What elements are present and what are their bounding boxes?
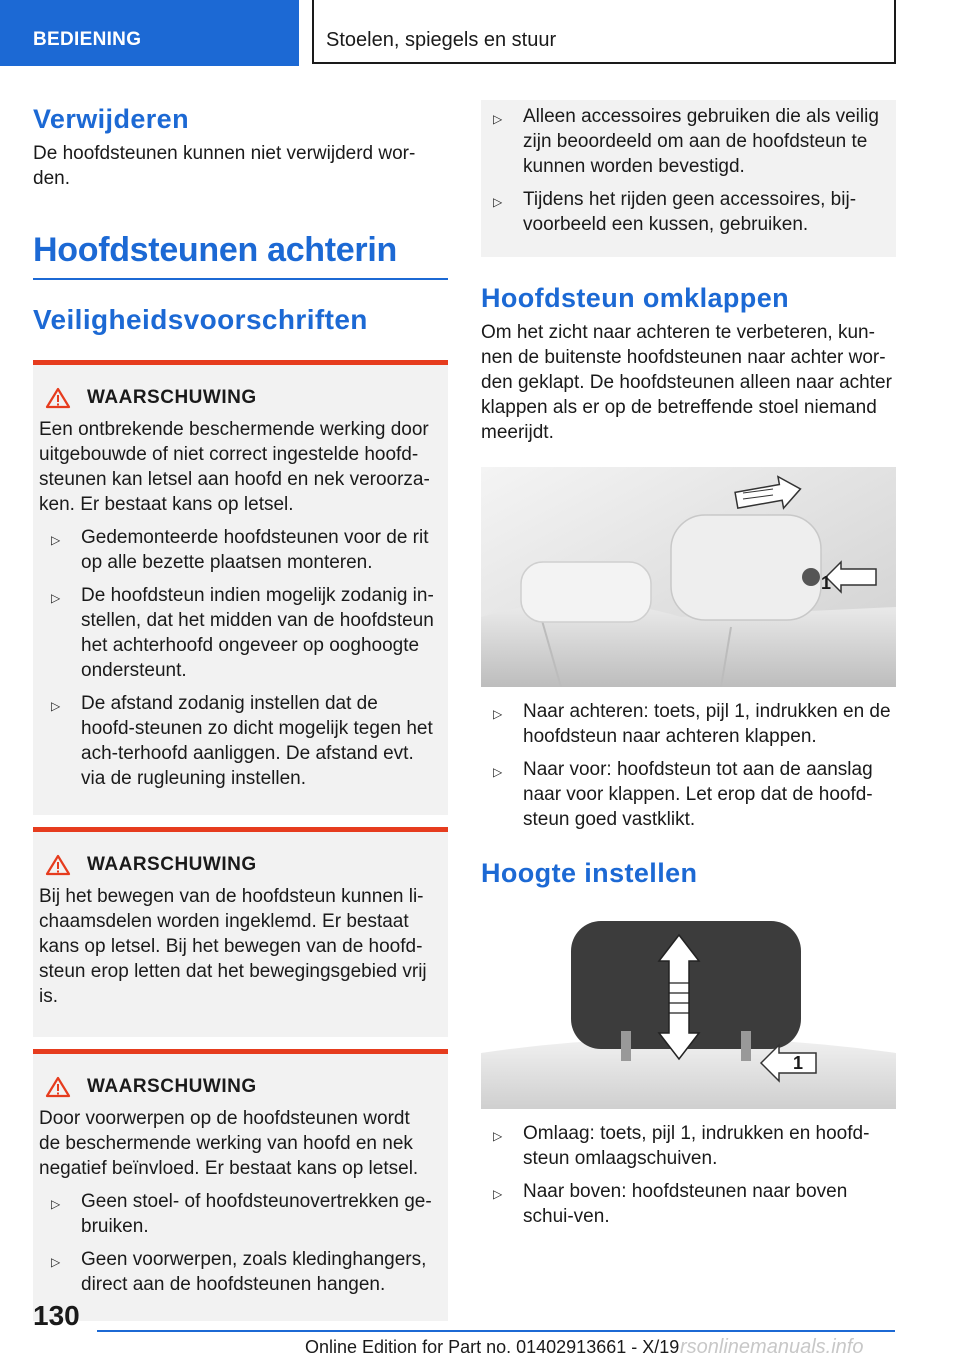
page-number: 130 <box>33 1300 80 1331</box>
fold-list <box>481 699 896 832</box>
list-item <box>39 583 434 683</box>
figure-headrest-fold <box>481 467 896 687</box>
list-item <box>39 525 434 575</box>
list-item <box>39 1189 434 1239</box>
heading-hoofdsteunen-achterin: Hoofdsteunen achterin <box>33 231 448 280</box>
triangle-right-outline-icon: ▷ <box>493 1129 503 1143</box>
warning-text-2: Bij het bewegen van de hoofdsteun kunnen li-chaamsdelen worden ingeklemd. Er bestaat kans op letsel. Bij het bewegen van de hoofd-steun erop letten dat het bewegingsgebied vrij is. <box>39 886 427 1007</box>
list-item-text: Naar voor: hoofdsteun tot aan de aanslag naar voor klappen. Let erop dat de hoofd-steun goed vastklikt. <box>523 759 873 830</box>
section-tab: BEDIENING <box>0 0 299 66</box>
page-header <box>0 0 960 66</box>
warning-list-1 <box>39 525 434 791</box>
list-item <box>481 104 896 179</box>
warning-text-1: Een ontbrekende beschermende werking door uitgebouwde of niet correct ingestelde hoofd-steunen kan letsel aan hoofd en nek veroorza-ken. Er bestaat kans op letsel. <box>39 419 430 515</box>
triangle-right-outline-icon: ▷ <box>51 1255 61 1269</box>
list-item <box>481 187 896 237</box>
triangle-right-outline-icon: ▷ <box>493 195 503 209</box>
warning-title-1 <box>39 387 434 409</box>
warning-box-2 <box>33 827 448 1037</box>
warning-triangle-icon <box>45 1076 71 1098</box>
triangle-right-outline-icon: ▷ <box>493 112 503 126</box>
list-item-text: Naar boven: hoofdsteunen naar boven schui-ven. <box>523 1181 848 1227</box>
list-item <box>481 699 896 749</box>
list-item-text: De hoofdsteun indien mogelijk zodanig in-stellen, dat het midden van de hoofdsteun het achterhoofd ongeveer op ooghoogte ondersteunt. <box>81 585 434 681</box>
warning-title-text: WAARSCHUWING <box>87 854 257 875</box>
list-item-text: De afstand zodanig instellen dat de hoofd-steunen zo dicht mogelijk tegen het ach-terhoofd aanliggen. De afstand evt. via de rugleuning instellen. <box>81 693 433 789</box>
chapter-title: Stoelen, spiegels en stuur <box>326 29 557 51</box>
watermark: rsonlinemanuals.info <box>680 1336 864 1358</box>
warning-title-text: WAARSCHUWING <box>87 387 257 408</box>
triangle-right-outline-icon: ▷ <box>51 591 61 605</box>
warning-title-text: WAARSCHUWING <box>87 1076 257 1097</box>
heading-hoofdsteun-omklappen: Hoofdsteun omklappen <box>481 283 790 313</box>
note-list <box>481 104 896 237</box>
warning-text-3: Door voorwerpen op de hoofdsteunen wordt de beschermende werking van hoofd en nek negatief beïnvloed. Er bestaat kans op letsel. <box>39 1108 419 1179</box>
heading-hoogte-instellen: Hoogte instellen <box>481 858 698 888</box>
list-item-text: Alleen accessoires gebruiken die als veilig zijn beoordeeld om aan de hoofdsteun te kunnen worden bevestigd. <box>523 106 879 177</box>
heading-veiligheidsvoorschriften: Veiligheidsvoorschriften <box>33 304 368 335</box>
list-item <box>481 757 896 832</box>
triangle-right-outline-icon: ▷ <box>51 533 61 547</box>
warning-box-1 <box>33 360 448 815</box>
warning-title-3 <box>39 1076 434 1098</box>
footer-divider <box>97 1330 895 1332</box>
warning-title-2 <box>39 854 434 876</box>
list-item-text: Gedemonteerde hoofdsteunen voor de rit op alle bezette plaatsen monteren. <box>81 527 429 573</box>
warning-triangle-icon <box>45 854 71 876</box>
warning-list-3 <box>39 1189 434 1297</box>
left-column <box>33 100 448 1321</box>
list-item <box>39 1247 434 1297</box>
figure-headrest-height <box>481 913 896 1109</box>
list-item-text: Omlaag: toets, pijl 1, indrukken en hoofd-steun omlaagschuiven. <box>523 1123 870 1169</box>
warning-triangle-icon <box>45 387 71 409</box>
list-item <box>481 1179 896 1229</box>
warning-box-3 <box>33 1049 448 1321</box>
list-item-text: Geen stoel- of hoofdsteunovertrekken ge-bruiken. <box>81 1191 432 1237</box>
heading-verwijderen: Verwijderen <box>33 104 189 134</box>
verwijderen-text: De hoofdsteunen kunnen niet verwijderd wor-den. <box>33 143 416 189</box>
triangle-right-outline-icon: ▷ <box>51 1197 61 1211</box>
triangle-right-outline-icon: ▷ <box>493 765 503 779</box>
fold-text: Om het zicht naar achteren te verbeteren, kun-nen de buitenste hoofdsteunen naar achter wor-den geklapt. De hoofdsteunen alleen naar achter klappen als er op de betreffende stoel niemand meerijdt. <box>481 322 892 443</box>
height-list <box>481 1121 896 1229</box>
list-item-text: Geen voorwerpen, zoals kledinghangers, direct aan de hoofdsteunen hangen. <box>81 1249 427 1295</box>
list-item <box>39 691 434 791</box>
list-item-text: Naar achteren: toets, pijl 1, indrukken en de hoofdsteun naar achteren klappen. <box>523 701 891 747</box>
right-column <box>481 100 896 1237</box>
list-item <box>481 1121 896 1171</box>
triangle-right-outline-icon: ▷ <box>51 699 61 713</box>
footer-edition: Online Edition for Part no. 01402913661 - X/19 <box>305 1337 680 1357</box>
headrest-height-illustration <box>481 913 896 1109</box>
headrest-fold-illustration <box>481 467 896 687</box>
figure-label-1: 1 <box>821 573 832 593</box>
list-item-text: Tijdens het rijden geen accessoires, bij-voorbeeld een kussen, gebruiken. <box>523 189 857 235</box>
warning-continuation-box <box>481 100 896 257</box>
figure-label-1: 1 <box>793 1053 804 1073</box>
triangle-right-outline-icon: ▷ <box>493 1187 503 1201</box>
triangle-right-outline-icon: ▷ <box>493 707 503 721</box>
